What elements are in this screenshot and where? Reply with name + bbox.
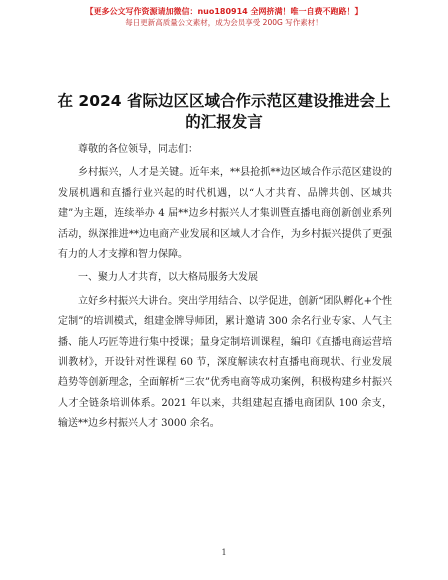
document-title-line-1: 在 2024 省际边区区域合作示范区建设推进会上 <box>57 92 391 110</box>
promo-banner-line-2: 每日更新高质量公文素材，成为会员享受 200G 写作素材！ <box>125 18 323 27</box>
page-number: 1 <box>221 548 227 557</box>
promo-banner <box>0 6 448 28</box>
section-heading-1: 一、聚力人才共育，以大格局服务大发展 <box>78 272 258 284</box>
paragraph-intro: 乡村振兴，人才是关键。近年来，**县抢抓**边区域合作示范区建设的发展机遇和直播行业兴起的时代机遇，以“人才共育、品牌共创、区域共建”为主题，连续举办 4 届**边乡村振兴人才集训暨直播电商创新创业系列活动，纵深推进**边电商产业发展和区域人才合作，为乡村振兴提供了更强有力的人才支撑和智力保障。 <box>58 167 392 261</box>
paragraph-section-1: 立好乡村振兴大讲台。突出学用结合、以学促进，创新“团队孵化+个性定制”的培训模式，组建金牌导师团，累计邀请 300 余名行业专家、人气主播、能人巧匠等进行集中授课；量身定制培训课程，编印《直播电商运营培训教材》，开设针对性课程 60 节，深度解读农村直播电商现状、行业发展趋势等创新理念，全面解析“三农”优秀电商等成功案例，积极构建乡村振兴人才全链条培训体系。2021 年以来，共组建起直播电商团队 100 余支，输送**边乡村振兴人才 3000 余名。 <box>58 295 392 430</box>
document-title <box>40 91 408 133</box>
document-title-line-2: 的汇报发言 <box>185 113 263 131</box>
document-body <box>58 140 392 435</box>
salutation: 尊敬的各位领导，同志们： <box>78 144 198 155</box>
promo-banner-line-1: 【更多公文写作资源请加微信：nuo180914 全网挤满！唯一自费不跑路！】 <box>85 7 363 16</box>
